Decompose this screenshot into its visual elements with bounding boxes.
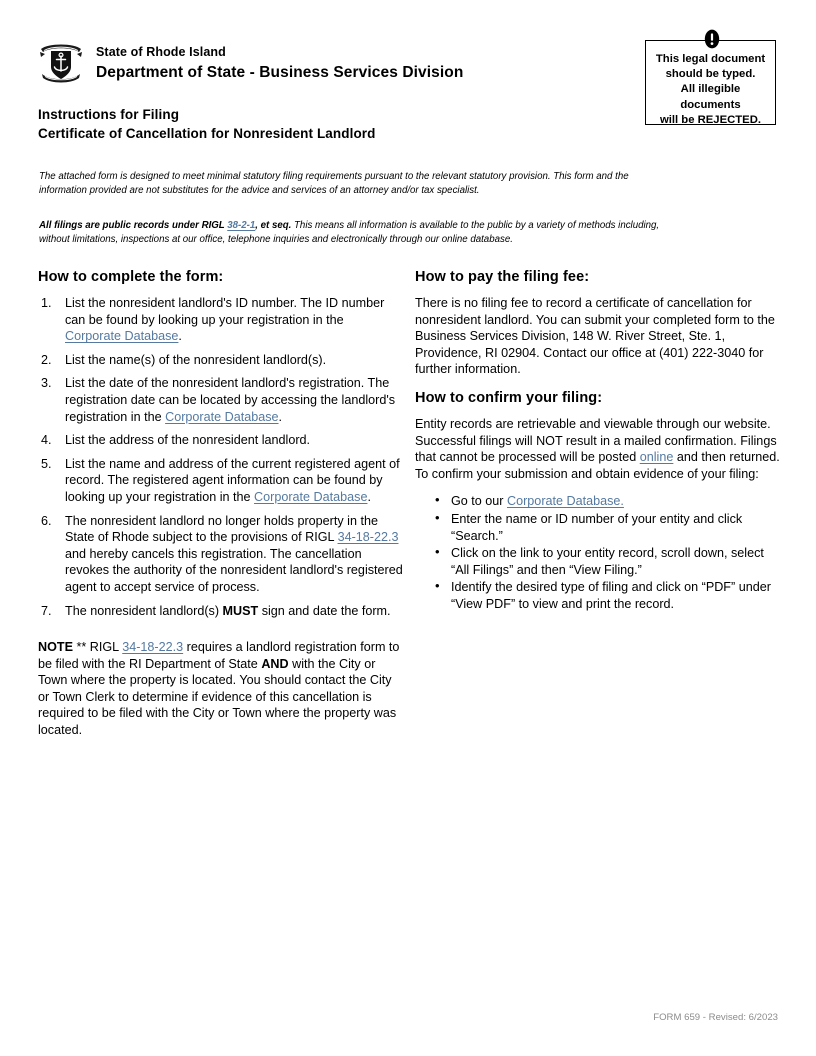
state-name: State of Rhode Island: [96, 45, 226, 59]
list-item: [433, 545, 780, 578]
list-item: [433, 511, 780, 544]
warning-line-1: This legal document: [655, 53, 766, 65]
disclaimer-text: The attached form is designed to meet minimal statutory filing requirements pursuant to the relevant statutory provision. This form and the information provided are not substitutes for the advice and services of an attorney and/or tax specialist.: [39, 171, 629, 196]
list-item: [38, 375, 403, 425]
confirm-filing-text: [415, 416, 780, 482]
note-pre: ** RIGL: [72, 640, 123, 655]
header-titles: [96, 38, 463, 83]
list-item: [433, 493, 780, 510]
confirm-pre: Entity records are retrievable and viewable through our website. Successful filings will NOT result in a mailed confirmation. Filings that cannot be processed will be posted: [415, 416, 777, 465]
bullet-icon: •: [435, 492, 440, 508]
legal-warning-box: [645, 40, 776, 125]
list-item: [433, 579, 780, 612]
list-item-number: 6.: [41, 513, 52, 528]
corporate-database-link[interactable]: Corporate Database.: [507, 494, 624, 509]
list-item-text: List the nonresident landlord's ID number. The ID number can be found by looking up your registration in the: [65, 296, 385, 327]
list-item: [38, 295, 403, 345]
note-label: NOTE: [38, 640, 73, 655]
list-item-text: The nonresident landlord(s): [65, 603, 223, 618]
public-records-label: All filings are public records under RIGL: [39, 220, 228, 231]
list-item-text: List the date of the nonresident landlord's registration. The registration date can be located by accessing the landlord's registration in the: [65, 376, 396, 424]
corporate-database-link[interactable]: Corporate Database: [254, 489, 368, 504]
list-item-text: List the name(s) of the nonresident landlord(s).: [65, 352, 327, 367]
form-footer: FORM 659 - Revised: 6/2023: [653, 1012, 778, 1023]
list-item-number: 7.: [41, 603, 52, 618]
list-item-text-tail: .: [278, 409, 283, 424]
corporate-database-link[interactable]: Corporate Database: [165, 409, 279, 424]
public-records-etseq: , et seq.: [255, 220, 292, 231]
list-item: [38, 513, 403, 596]
right-column: [415, 268, 780, 614]
must-emphasis: MUST: [222, 603, 259, 618]
list-item-text: List the address of the nonresident landlord.: [65, 433, 311, 448]
how-to-complete-heading: How to complete the form:: [38, 269, 224, 285]
rigl-38-2-1-link[interactable]: 38-2-1: [227, 220, 256, 231]
rhode-island-state-seal-icon: [38, 40, 84, 88]
list-item: [38, 352, 403, 369]
note-block: [38, 639, 403, 739]
bullet-icon: •: [435, 578, 440, 594]
list-item-text: Go to our: [451, 494, 508, 509]
list-item-text-tail: and hereby cancels this registration. The cancellation revokes the authority of the nonresident landlord's registered agent to accept service of process.: [65, 546, 403, 594]
confirm-post: and then returned. To confirm your submission and obtain evidence of your filing:: [415, 450, 780, 481]
warning-line-5: will be REJECTED.: [659, 113, 762, 126]
warning-line-3: All illegible: [680, 83, 741, 96]
list-item-text: Click on the link to your entity record, scroll down, select “All Filings” and then “View Filing.”: [451, 546, 764, 577]
note-post: with the City or Town where the property is located. You should contact the City or Town Clerk to determine if evidence of this cancellation is required to be filed with the City or Town where the property was located.: [38, 656, 397, 738]
public-records-notice: [39, 219, 689, 247]
list-item-text-tail: .: [178, 329, 182, 344]
left-column: [38, 268, 403, 739]
list-item: [38, 603, 403, 620]
list-item-text: List the name and address of the current registered agent of record. The registered agent information can be found by looking up your registration in the: [65, 456, 400, 504]
list-item: [38, 432, 403, 449]
list-item-text: Enter the name or ID number of your entity and click “Search.”: [451, 511, 743, 543]
bullet-icon: •: [435, 544, 440, 560]
how-to-complete-list: [38, 295, 403, 619]
list-item-text: Identify the desired type of filing and click on “PDF” under “View PDF” to view and print the record.: [451, 580, 771, 611]
confirm-steps-list: [415, 493, 780, 612]
how-to-confirm-heading: How to confirm your filing:: [415, 389, 603, 406]
filing-fee-text: There is no filing fee to record a certificate of cancellation for nonresident landlord. You can submit your completed form to the Business Services Division, 148 W. River Street, Ste. 1, Providence, RI 02904. Contact our office at (401) 222-3040 for further information.: [415, 296, 775, 377]
exclamation-circle-icon: [703, 28, 720, 50]
rigl-34-18-22-3-link[interactable]: 34-18-22.3: [337, 530, 399, 545]
document-header: [38, 38, 463, 88]
list-item-number: 1.: [41, 296, 52, 310]
list-item-number: 5.: [41, 456, 52, 471]
list-item-number: 3.: [41, 376, 52, 391]
online-link[interactable]: online: [639, 450, 674, 465]
list-item-number: 2.: [41, 352, 52, 367]
list-item-text: The nonresident landlord no longer holds property in the State of Rhode subject to the provisions of RIGL: [65, 513, 378, 545]
page-title-line-1: Instructions for Filing: [38, 107, 180, 122]
bullet-icon: •: [435, 509, 440, 525]
how-to-pay-heading: How to pay the filing fee:: [415, 269, 590, 285]
list-item: [38, 456, 403, 506]
warning-line-4: documents: [680, 98, 741, 111]
rigl-34-18-22-3-link[interactable]: 34-18-22.3: [122, 640, 184, 655]
list-item-number: 4.: [41, 433, 52, 448]
list-item-text-tail: sign and date the form.: [258, 603, 391, 618]
page-title-line-2: Certificate of Cancellation for Nonresident Landlord: [38, 126, 376, 141]
list-item-text-tail: .: [367, 489, 371, 504]
warning-line-2: should be typed.: [665, 68, 756, 81]
department-name: Department of State - Business Services Division: [96, 64, 464, 81]
public-records-body: This means all information is available to the public by a variety of methods including, without limitations, inspections at our office, telephone inquiries and electronically through our online database.: [39, 220, 660, 245]
page-title: [38, 105, 376, 143]
corporate-database-link[interactable]: Corporate Database: [65, 329, 179, 344]
note-mid: requires a landlord registration form to be filed with the RI Department of State: [38, 640, 400, 671]
and-emphasis: AND: [261, 656, 289, 671]
